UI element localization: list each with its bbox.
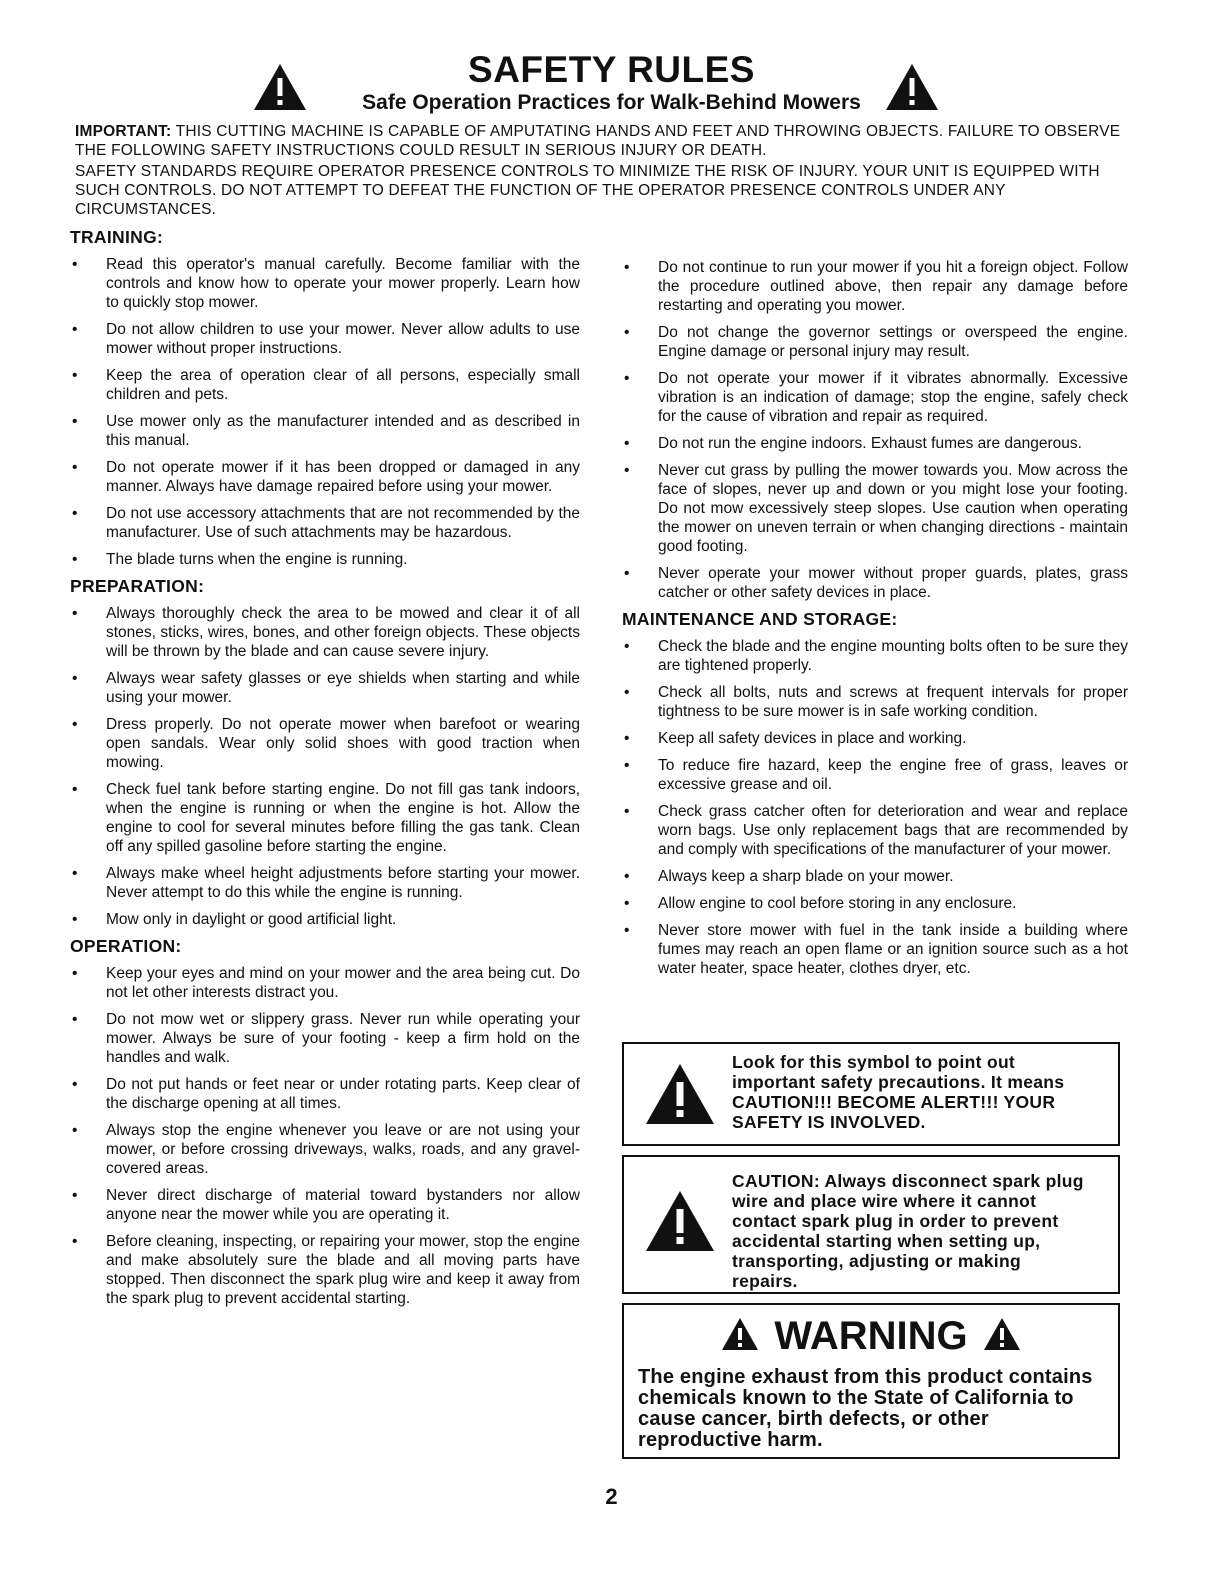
list-item: • Never operate your mower without proper guards, plates, grass catcher or other safety devices in place. [624, 565, 1128, 601]
list-item: • Do not run the engine indoors. Exhaust fumes are dangerous. [624, 435, 1082, 452]
bullet-icon: • [624, 803, 630, 820]
bullet-icon: • [624, 757, 630, 774]
section-heading-preparation: PREPARATION: [70, 576, 205, 596]
important-label: IMPORTANT: [75, 123, 172, 140]
bullet-icon: • [72, 911, 78, 928]
list-item: • Dress properly. Do not operate mower when barefoot or wearing open sandals. Wear only solid shoes with good traction when mowing. [72, 716, 580, 771]
bullet-icon: • [72, 256, 78, 273]
bullet-icon: • [72, 413, 78, 430]
operation-list [70, 964, 580, 1308]
warning-box [622, 1303, 1120, 1459]
bullet-icon: • [72, 670, 78, 687]
warning-triangle-icon [983, 1315, 1021, 1361]
safety-symbol-notice-box [622, 1042, 1120, 1146]
list-item: • Do not allow children to use your mower. Never allow adults to use mower without proper instructions. [72, 321, 580, 357]
bullet-icon: • [624, 730, 630, 747]
list-item: • Do not continue to run your mower if you hit a foreign object. Follow the procedure outlined above, then repair any damage before restarting and operating you mower. [624, 259, 1128, 314]
list-item: • Check the blade and the engine mounting bolts often to be sure they are tightened properly. [624, 638, 1128, 674]
list-item: • Allow engine to cool before storing in any enclosure. [624, 895, 1017, 912]
bullet-icon: • [72, 1076, 78, 1093]
preparation-list [70, 604, 580, 929]
bullet-icon: • [624, 638, 630, 655]
warning-triangle-icon [644, 1189, 716, 1258]
list-item: • Check fuel tank before starting engine. Do not fill gas tank indoors, when the engine is running or when the engine is hot. Allow the engine to cool for several minutes before filling the gas tank. Clean off any spilled gasoline before starting the engine. [72, 781, 580, 855]
right-column [622, 258, 1128, 986]
list-item: • Before cleaning, inspecting, or repairing your mower, stop the engine and make absolutely sure the blade and all moving parts have stopped. Then disconnect the spark plug wire and keep it away from the spark plug to prevent accidental starting. [72, 1233, 580, 1307]
page-number: 2 [605, 1484, 618, 1509]
list-item: • Check grass catcher often for deterioration and wear and replace worn bags. Use only replacement bags that are recommended by and comply with specifications of the manufacturer of your mower. [624, 803, 1128, 858]
bullet-icon: • [72, 505, 78, 522]
bullet-icon: • [72, 367, 78, 384]
list-item: • Always thoroughly check the area to be mowed and clear it of all stones, sticks, wires, bones, and other foreign objects. These objects will be thrown by the blade and can cause severe injury. [72, 605, 580, 660]
bullet-icon: • [72, 716, 78, 733]
caution-box [622, 1155, 1120, 1294]
bullet-icon: • [72, 1011, 78, 1028]
list-item: • Do not operate mower if it has been dropped or damaged in any manner. Always have damage repaired before using your mower. [72, 459, 580, 495]
subtitle-row [0, 90, 1223, 116]
list-item: • Always stop the engine whenever you leave or are not using your mower, or before crossing driveways, walks, roads, and any gravel-covered areas. [72, 1122, 580, 1177]
list-item: • To reduce fire hazard, keep the engine free of grass, leaves or excessive grease and oil. [624, 757, 1128, 793]
bullet-icon: • [72, 459, 78, 476]
training-list [70, 255, 580, 569]
section-heading-operation: OPERATION: [70, 936, 182, 956]
list-item: • Never store mower with fuel in the tank inside a building where fumes may reach an open flame or an ignition source such as a hot water heater, space heater, clothes dryer, etc. [624, 922, 1128, 977]
caution-text: CAUTION: Always disconnect spark plug wire and place wire where it cannot contact spark plug in order to prevent accidental starting when setting up, transporting, adjusting or making repairs. [732, 1171, 1084, 1291]
important-text: THIS CUTTING MACHINE IS CAPABLE OF AMPUTATING HANDS AND FEET AND THROWING OBJECTS. FAILURE TO OBSERVE THE FOLLOWING SAFETY INSTRUCTIONS COULD RESULT IN SERIOUS INJURY OR DEATH. [75, 123, 1121, 159]
list-item: • Always wear safety glasses or eye shields when starting and while using your mower. [72, 670, 580, 706]
section-heading-maintenance: MAINTENANCE AND STORAGE: [622, 609, 898, 629]
operation-continued-list [622, 258, 1128, 602]
warning-text: The engine exhaust from this product contains chemicals known to the State of California to cause cancer, birth defects, or other reproductive harm. [638, 1366, 1093, 1451]
important-notice [75, 122, 1135, 160]
title-row [0, 50, 1223, 90]
list-item: • Always keep a sharp blade on your mower. [624, 868, 954, 885]
list-item: • Do not use accessory attachments that are not recommended by the manufacturer. Use of such attachments may be hazardous. [72, 505, 580, 541]
list-item: • Keep your eyes and mind on your mower and the area being cut. Do not let other interests distract you. [72, 965, 580, 1001]
list-item: • Keep all safety devices in place and working. [624, 730, 967, 747]
list-item: • Never direct discharge of material toward bystanders nor allow anyone near the mower while you are operating it. [72, 1187, 580, 1223]
section-heading-training: TRAINING: [70, 227, 164, 247]
bullet-icon: • [72, 865, 78, 882]
symbol-note-text: Look for this symbol to point out important safety precautions. It means CAUTION!!! BECOME ALERT!!! YOUR SAFETY IS INVOLVED. [732, 1052, 1065, 1132]
page-title: SAFETY RULES [468, 49, 755, 90]
warning-triangle-icon [721, 1315, 759, 1361]
bullet-icon: • [72, 551, 78, 568]
bullet-icon: • [72, 1122, 78, 1139]
page-subtitle: Safe Operation Practices for Walk-Behind Mowers [362, 91, 861, 114]
bullet-icon: • [72, 965, 78, 982]
maintenance-list [622, 637, 1128, 978]
bullet-icon: • [624, 324, 630, 341]
list-item: • Never cut grass by pulling the mower towards you. Mow across the face of slopes, never up and down or you might lose your footing. Do not mow excessively steep slopes. Use caution when operating the mower on uneven terrain or when changing directions - maintain good footing. [624, 462, 1128, 555]
list-item: • Mow only in daylight or good artificial light. [72, 911, 397, 928]
bullet-icon: • [72, 781, 78, 798]
bullet-icon: • [72, 1233, 78, 1250]
bullet-icon: • [624, 895, 630, 912]
warning-title-row [624, 1313, 1118, 1361]
bullet-icon: • [624, 565, 630, 582]
list-item: • Check all bolts, nuts and screws at frequent intervals for proper tightness to be sure mower is in safe working condition. [624, 684, 1128, 720]
list-item: • Use mower only as the manufacturer intended and as described in this manual. [72, 413, 580, 449]
bullet-icon: • [624, 684, 630, 701]
bullet-icon: • [72, 605, 78, 622]
list-item: • Read this operator's manual carefully. Become familiar with the controls and know how to operate your mower properly. Learn how to quickly stop mower. [72, 256, 580, 311]
bullet-icon: • [624, 435, 630, 452]
list-item: • Always make wheel height adjustments before starting your mower. Never attempt to do this while the engine is running. [72, 865, 580, 901]
bullet-icon: • [72, 1187, 78, 1204]
standards-notice: SAFETY STANDARDS REQUIRE OPERATOR PRESENCE CONTROLS TO MINIMIZE THE RISK OF INJURY. YOUR UNIT IS EQUIPPED WITH SUCH CONTROLS. DO NOT ATTEMPT TO DEFEAT THE FUNCTION OF THE OPERATOR PRESENCE CONTROLS UNDER ANY CIRCUMSTANCES. [75, 163, 1100, 218]
bullet-icon: • [72, 321, 78, 338]
list-item: • The blade turns when the engine is running. [72, 551, 408, 568]
bullet-icon: • [624, 259, 630, 276]
warning-title: WARNING [774, 1314, 968, 1358]
bullet-icon: • [624, 868, 630, 885]
bullet-icon: • [624, 462, 630, 479]
bullet-icon: • [624, 922, 630, 939]
left-column [70, 228, 580, 1316]
list-item: • Do not change the governor settings or overspeed the engine. Engine damage or personal injury may result. [624, 324, 1128, 360]
warning-triangle-icon [644, 1062, 716, 1131]
list-item: • Do not operate your mower if it vibrates abnormally. Excessive vibration is an indication of damage; stop the engine, safely check for the cause of vibration and repair as required. [624, 370, 1128, 425]
list-item: • Keep the area of operation clear of all persons, especially small children and pets. [72, 367, 580, 403]
list-item: • Do not put hands or feet near or under rotating parts. Keep clear of the discharge opening at all times. [72, 1076, 580, 1112]
bullet-icon: • [624, 370, 630, 387]
list-item: • Do not mow wet or slippery grass. Never run while operating your mower. Always be sure of your footing - keep a firm hold on the handles and walk. [72, 1011, 580, 1066]
